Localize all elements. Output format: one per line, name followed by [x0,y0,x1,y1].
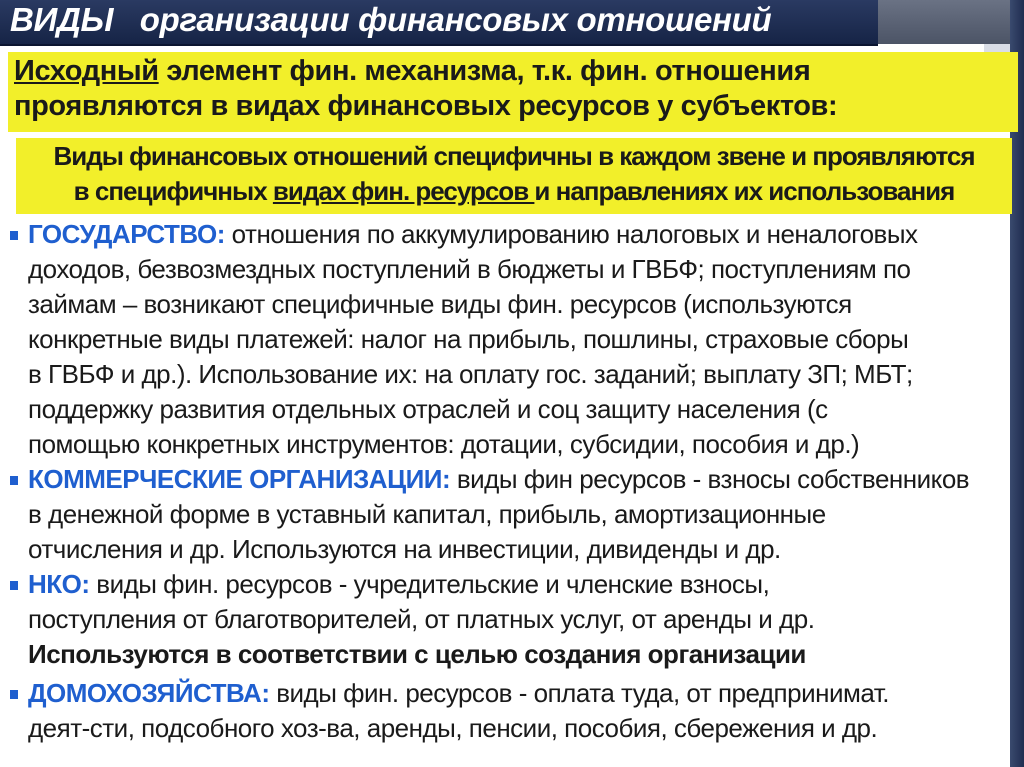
slide-title: ВИДЫ организации финансовых отношений [10,1,772,38]
item-line: деят-сти, подсобного хоз-ва, аренды, пенсии, пособия, сбережения и др. [28,713,878,743]
title-decoration [878,0,1024,44]
bullet-icon [10,690,18,699]
item-line: Используются в соответствии с целью создания организации [28,639,806,669]
item-line: виды фин. ресурсов - оплата туда, от предпринимат. [269,678,889,708]
item-line: помощью конкретных инструментов: дотации, субсидии, пособия и др.) [28,429,860,459]
item-line: отчисления и др. Используются на инвестиции, дивиденды и др. [28,534,781,564]
intro-line-1: элемент фин. механизма, т.к. фин. отношения [158,55,811,87]
item-line: отношения по аккумулированию налоговых и неналоговых [224,219,918,249]
bullet-icon [10,231,18,240]
specifics-line-2c: и направлениях их использования [534,176,955,206]
item-heading: ДОМОХОЗЯЙСТВА: [28,678,270,708]
bullet-icon [10,581,18,590]
item-line: в денежной форме в уставный капитал, прибыль, амортизационные [28,499,826,529]
specifics-underlined: видах фин. ресурсов [272,176,535,206]
item-heading: НКО: [28,569,90,599]
intro-line-2: проявляются в видах финансовых ресурсов у субъектов: [14,90,838,122]
intro-highlight-box [8,52,1018,132]
item-heading: КОММЕРЧЕСКИЕ ОРГАНИЗАЦИИ: [28,464,451,494]
list-item-households [8,676,1008,746]
item-heading: ГОСУДАРСТВО: [28,219,225,249]
specifics-line-1: Виды финансовых отношений специфичны в каждом звене и проявляются [53,141,975,171]
specifics-line-2a: в специфичных [73,176,273,206]
item-line: доходов, безвозмездных поступлений в бюджеты и ГВБФ; поступлениям по [28,254,911,284]
specifics-text [16,139,1012,209]
item-line: поддержку развития отдельных отраслей и соц защиту населения (с [28,394,828,424]
item-line: конкретные виды платежей: налог на прибыль, пошлины, страховые сборы [28,324,909,354]
bullet-icon [10,476,18,485]
item-line: виды фин. ресурсов - учредительские и членские взносы, [89,569,770,599]
intro-text [14,54,1014,124]
intro-keyword: Исходный [14,55,159,87]
list-item-state [8,217,1008,462]
list-item-commercial [8,462,1008,567]
item-line: займам – возникают специфичные виды фин. ресурсов (используются [28,289,852,319]
specifics-highlight-box [16,138,1012,214]
title-bar [0,0,878,46]
item-line: в ГВБФ и др.). Использование их: на оплату гос. заданий; выплату ЗП; МБТ; [28,359,913,389]
item-line: поступления от благотворителей, от платных услуг, от аренды и др. [28,604,815,634]
list-item-nko [8,567,1008,672]
subjects-list [8,217,1008,746]
item-line: виды фин ресурсов - взносы собственников [450,464,970,494]
